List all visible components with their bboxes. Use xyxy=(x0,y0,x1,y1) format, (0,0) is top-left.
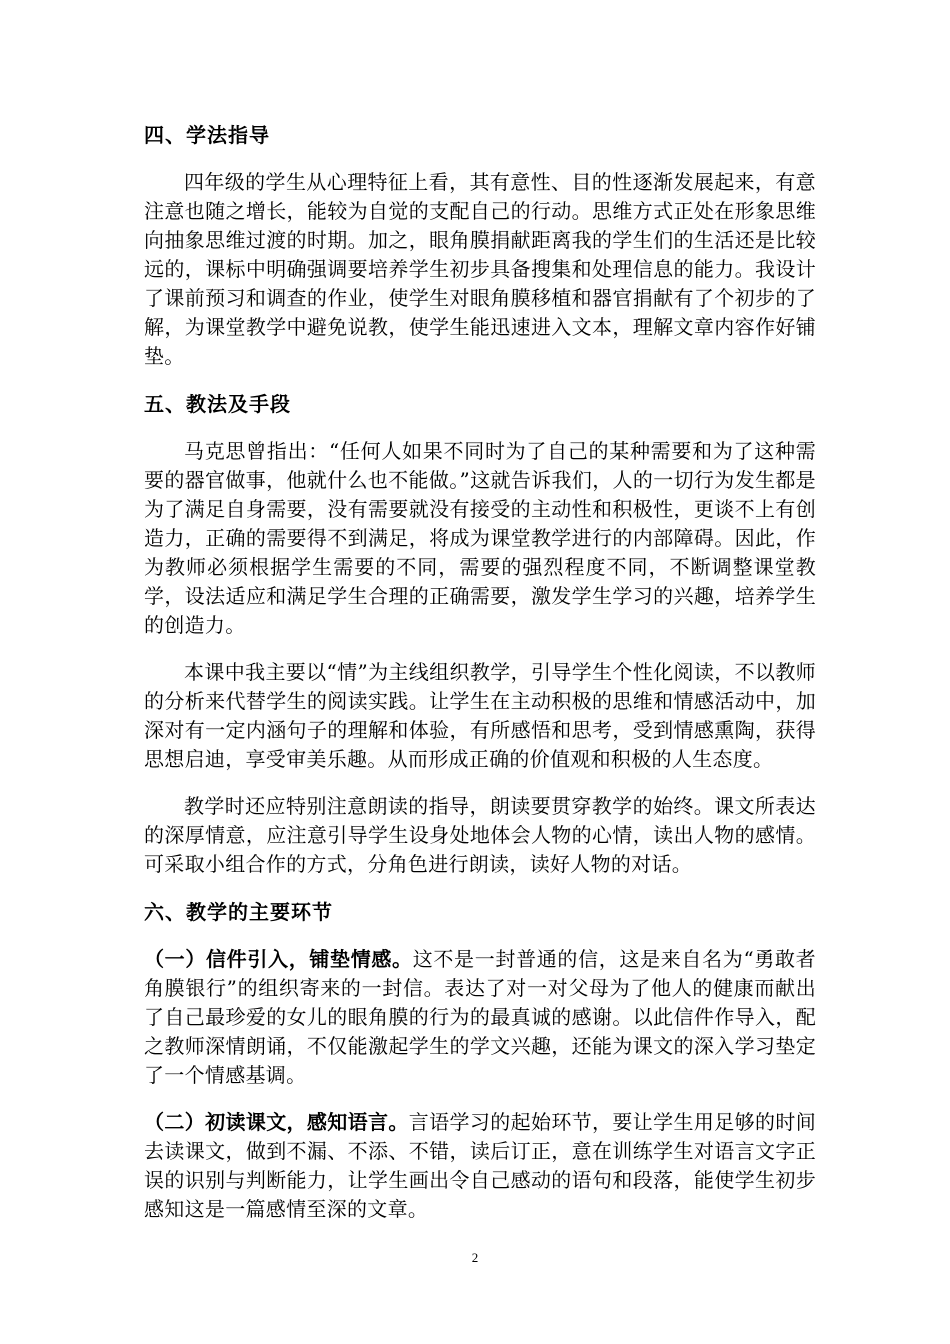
page-content xyxy=(144,120,816,1242)
step-letter-introduction xyxy=(144,945,816,1090)
step-first-reading xyxy=(144,1108,816,1224)
paragraph-study-method: 四年级的学生从心理特征上看，其有意性、目的性逐渐发展起来，有意注意也随之增长，能较为自觉的支配自己的行动。思维方式正处在形象思维向抽象思维过渡的时期。加之，眼角膜捐献距离我的学生们的生活还是比较远的，课标中明确强调要培养学生初步具备搜集和处理信息的能力。我设计了课前预习和调查的作业，使学生对眼角膜移植和器官捐献有了个初步的了解，为课堂教学中避免说教，使学生能迅速进入文本，理解文章内容作好铺垫。 xyxy=(144,170,816,368)
step-text: 言语学习的起始环节，要让学生用足够的时间去读课文，做到不漏、不添、不错，读后订正，意在训练学生对语言文字正误的识别与判断能力，让学生画出令自己感动的语句和段落，能使学生初步感知这是一篇感情至深的文章。 xyxy=(144,1110,817,1221)
page-number: 2 xyxy=(471,1250,479,1265)
paragraph-emotion-main-line: 本课中我主要以“情”为主线组织教学，引导学生个性化阅读，不以教师的分析来代替学生的阅读实践。让学生在主动积极的思维和情感活动中，加深对有一定内涵句子的理解和体验，有所感悟和思考，受到情感熏陶，获得思想启迪，享受审美乐趣。从而形成正确的价值观和积极的人生态度。 xyxy=(144,660,816,771)
paragraph-reading-guidance: 教学时还应特别注意朗读的指导，朗读要贯穿教学的始终。课文所表达的深厚情意，应注意引导学生设身处地体会人物的心情，读出人物的感情。可采取小组合作的方式，分角色进行朗读，读好人物的对话。 xyxy=(144,794,816,876)
step-lead: （一）信件引入，铺垫情感。 xyxy=(144,947,413,971)
section-heading-teaching-method: 五、教法及手段 xyxy=(144,392,291,416)
step-text: 这不是一封普通的信，这是来自名为“勇敢者角膜银行”的组织寄来的一封信。表达了对一对父母为了他人的健康而献出了自己最珍爱的女儿的眼角膜的行为的最真诚的感谢。以此信件作导入，配之教师深情朗诵，不仅能激起学生的学文兴趣，还能为课文的深入学习垫定了一个情感基调。 xyxy=(144,947,816,1087)
step-lead: （二）初读课文，感知语言。 xyxy=(144,1110,409,1134)
paragraph-marx-quote: 马克思曾指出：“任何人如果不同时为了自己的某种需要和为了这种需要的器官做事，他就什么也不能做。”这就告诉我们，人的一切行为发生都是为了满足自身需要，没有需要就没有接受的主动性和积极性，更谈不上有创造力，正确的需要得不到满足，将成为课堂教学进行的内部障碍。因此，作为教师必须根据学生需要的不同，需要的强烈程度不同，不断调整课堂教学，设法适应和满足学生合理的正确需要，激发学生学习的兴趣，培养学生的创造力。 xyxy=(144,439,816,637)
section-heading-study-method: 四、学法指导 xyxy=(144,123,270,147)
section-heading-main-steps: 六、教学的主要环节 xyxy=(144,900,333,924)
